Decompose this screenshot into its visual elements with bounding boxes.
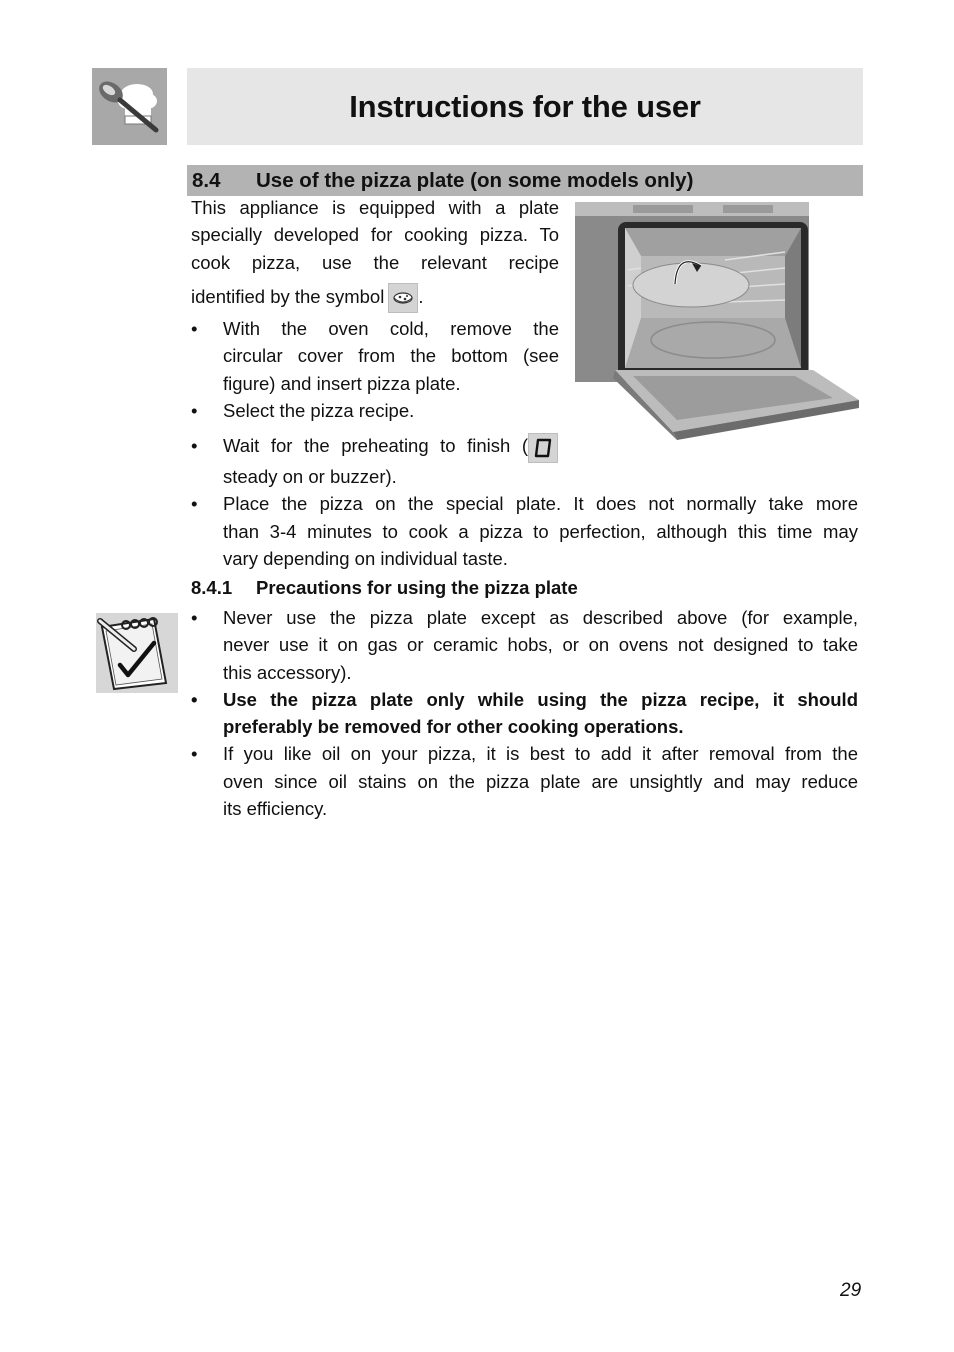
subsection-heading (191, 574, 578, 601)
bullet-marker: • (191, 493, 198, 514)
bullet-1-line-3: figure) and insert pizza plate. (223, 373, 461, 394)
bullet-marker: • (191, 607, 198, 628)
bullet-4-line-3: vary depending on individual taste. (223, 548, 508, 569)
intro-line-3: cook pizza, use the relevant recipe (191, 252, 559, 273)
intro-line-4 (191, 283, 423, 313)
display-digit-icon (528, 433, 558, 463)
intro-line-4-text: identified by the symbol (191, 286, 385, 307)
bullet-2-text: Select the pizza recipe. (223, 400, 415, 421)
bullet-marker: • (191, 743, 198, 764)
bullet-marker: • (191, 689, 198, 710)
bullet-marker: • (191, 435, 198, 456)
bullet-marker: • (191, 318, 198, 339)
intro-line-4-end: . (418, 286, 424, 307)
section-heading (187, 165, 863, 196)
precaution-3-line-1: If you like oil on your pizza, it is best to add it after removal from the (223, 743, 858, 764)
precaution-2-line-1: Use the pizza plate only while using the pizza recipe, it should (223, 689, 858, 710)
spoon-chef-hat-icon (92, 68, 167, 145)
bullet-4-line-1: Place the pizza on the special plate. It does not normally take more (223, 493, 858, 514)
subsection-number: 8.4.1 (191, 577, 233, 598)
precaution-3-line-3: its efficiency. (223, 798, 328, 819)
logo (92, 68, 167, 145)
pizza-symbol-icon (388, 283, 418, 313)
precaution-1-line-3: this accessory). (223, 662, 352, 683)
oven-figure (573, 200, 861, 444)
bullet-3-line-1: Wait for the preheating to finish ( (223, 435, 528, 456)
page-title: Instructions for the user (349, 88, 701, 124)
page-number: 29 (840, 1280, 862, 1301)
notepad-checkmark-icon (96, 613, 178, 693)
precaution-1-line-2: never use it on gas or ceramic hobs, or on ovens not designed to take (223, 634, 858, 655)
intro-line-2: specially developed for cooking pizza. To (191, 224, 559, 245)
section-number: 8.4 (192, 169, 221, 192)
intro-line-1: This appliance is equipped with a plate (191, 197, 559, 218)
bullet-1-line-2: circular cover from the bottom (see (223, 345, 559, 366)
precaution-3-line-2: oven since oil stains on the pizza plate are unsightly and may reduce (223, 771, 858, 792)
bullet-1-line-1: With the oven cold, remove the (223, 318, 559, 339)
bullet-4-line-2: than 3-4 minutes to cook a pizza to perfection, although this time may (223, 521, 858, 542)
bullet-3-line-2: steady on or buzzer). (223, 466, 397, 487)
bullet-marker: • (191, 400, 198, 421)
header-band (187, 68, 863, 145)
precaution-2-line-2: preferably be removed for other cooking operations. (223, 716, 684, 737)
subsection-title: Precautions for using the pizza plate (256, 577, 578, 598)
precaution-1-line-1: Never use the pizza plate except as described above (for example, (223, 607, 858, 628)
section-title: Use of the pizza plate (on some models only) (256, 169, 694, 192)
